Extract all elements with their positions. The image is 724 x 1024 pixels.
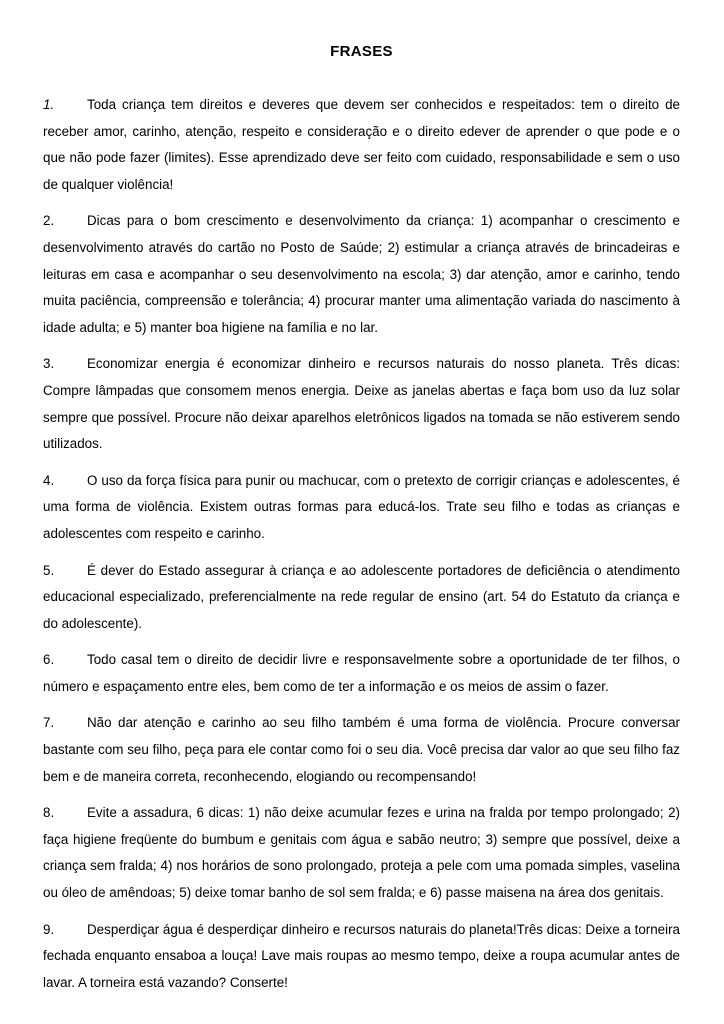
phrase-item-6 xyxy=(43,647,680,700)
phrase-text: Não dar atenção e carinho ao seu filho também é uma forma de violência. Procure conversar bastante com seu filho, peça para ele contar como foi o seu dia. Você precisa dar valor ao que seu filho faz bem e de maneira correta, reconhecendo, elogiando ou recompensando! xyxy=(43,715,680,784)
phrase-number: 1. xyxy=(43,97,55,112)
phrase-number: 9. xyxy=(43,921,55,937)
phrase-number: 6. xyxy=(43,652,55,668)
phrase-number: 5. xyxy=(43,562,55,578)
phrase-text: Economizar energia é economizar dinheiro e recursos naturais do nosso planeta. Três dicas: Compre lâmpadas que consomem menos energia. Deixe as janelas abertas e faça bom uso da luz solar sempre que possível. Procure não deixar aparelhos eletrônicos ligados na tomada se não estiverem sendo utilizados. xyxy=(43,356,680,452)
phrase-item-3 xyxy=(43,351,680,457)
phrase-number: 8. xyxy=(43,805,55,821)
phrase-item-7 xyxy=(43,710,680,790)
phrase-number: 7. xyxy=(43,715,55,731)
phrase-text: Desperdiçar água é desperdiçar dinheiro e recursos naturais do planeta!Três dicas: Deixe a torneira fechada enquanto ensaboa a louça! Lave mais roupas ao mesmo tempo, deixe a roupa acumular antes de lavar. A torneira está vazando? Conserte! xyxy=(43,921,680,990)
phrase-number: 4. xyxy=(43,472,55,488)
phrase-item-8 xyxy=(43,800,680,906)
phrase-item-9 xyxy=(43,917,680,997)
phrase-item-1 xyxy=(43,92,680,198)
phrase-text: Dicas para o bom crescimento e desenvolvimento da criança: 1) acompanhar o crescimento e desenvolvimento através do cartão no Posto de Saúde; 2) estimular a criança através de brincadeiras e leituras em casa e acompanhar o seu desenvolvimento na escola; 3) dar atenção, amor e carinho, tendo muita paciência, compreensão e tolerância; 4) procurar manter uma alimentação variada do nascimento à idade adulta; e 5) manter boa higiene na família e no lar. xyxy=(43,213,680,335)
phrase-number: 3. xyxy=(43,356,55,372)
phrase-item-5 xyxy=(43,558,680,638)
document-title: FRASES xyxy=(330,43,393,60)
phrase-text: O uso da força física para punir ou machucar, com o pretexto de corrigir crianças e adolescentes, é uma forma de violência. Existem outras formas para educá-los. Trate seu filho e todas as crianças e adolescentes com respeito e carinho. xyxy=(43,472,680,541)
phrase-text: Todo casal tem o direito de decidir livre e responsavelmente sobre a oportunidade de ter filhos, o número e espaçamento entre eles, bem como de ter a informação e os meios de assim o fazer. xyxy=(43,652,680,694)
phrase-item-4 xyxy=(43,468,680,548)
phrase-list xyxy=(43,92,680,996)
phrase-text: Evite a assadura, 6 dicas: 1) não deixe acumular fezes e urina na fralda por tempo prolongado; 2) faça higiene freqüente do bumbum e genitais com água e sabão neutro; 3) sempre que possível, deixe a criança sem fralda; 4) nos horários de sono prolongado, proteja a pele com uma pomada simples, vaselina ou óleo de amêndoas; 5) deixe tomar banho de sol sem fralda; e 6) passe maisena na área dos genitais. xyxy=(43,805,680,901)
phrase-number: 2. xyxy=(43,213,55,229)
phrase-text: É dever do Estado assegurar à criança e ao adolescente portadores de deficiência o atendimento educacional especializado, preferencialmente na rede regular de ensino (art. 54 do Estatuto da criança e do adolescente). xyxy=(43,562,680,631)
phrase-item-2 xyxy=(43,208,680,341)
phrase-text: Toda criança tem direitos e deveres que devem ser conhecidos e respeitados: tem o direito de receber amor, carinho, atenção, respeito e consideração e o direito edever de aprender o que pode e o que não pode fazer (limites). Esse aprendizado deve ser feito com cuidado, responsabilidade e sem o uso de qualquer violência! xyxy=(43,97,680,192)
